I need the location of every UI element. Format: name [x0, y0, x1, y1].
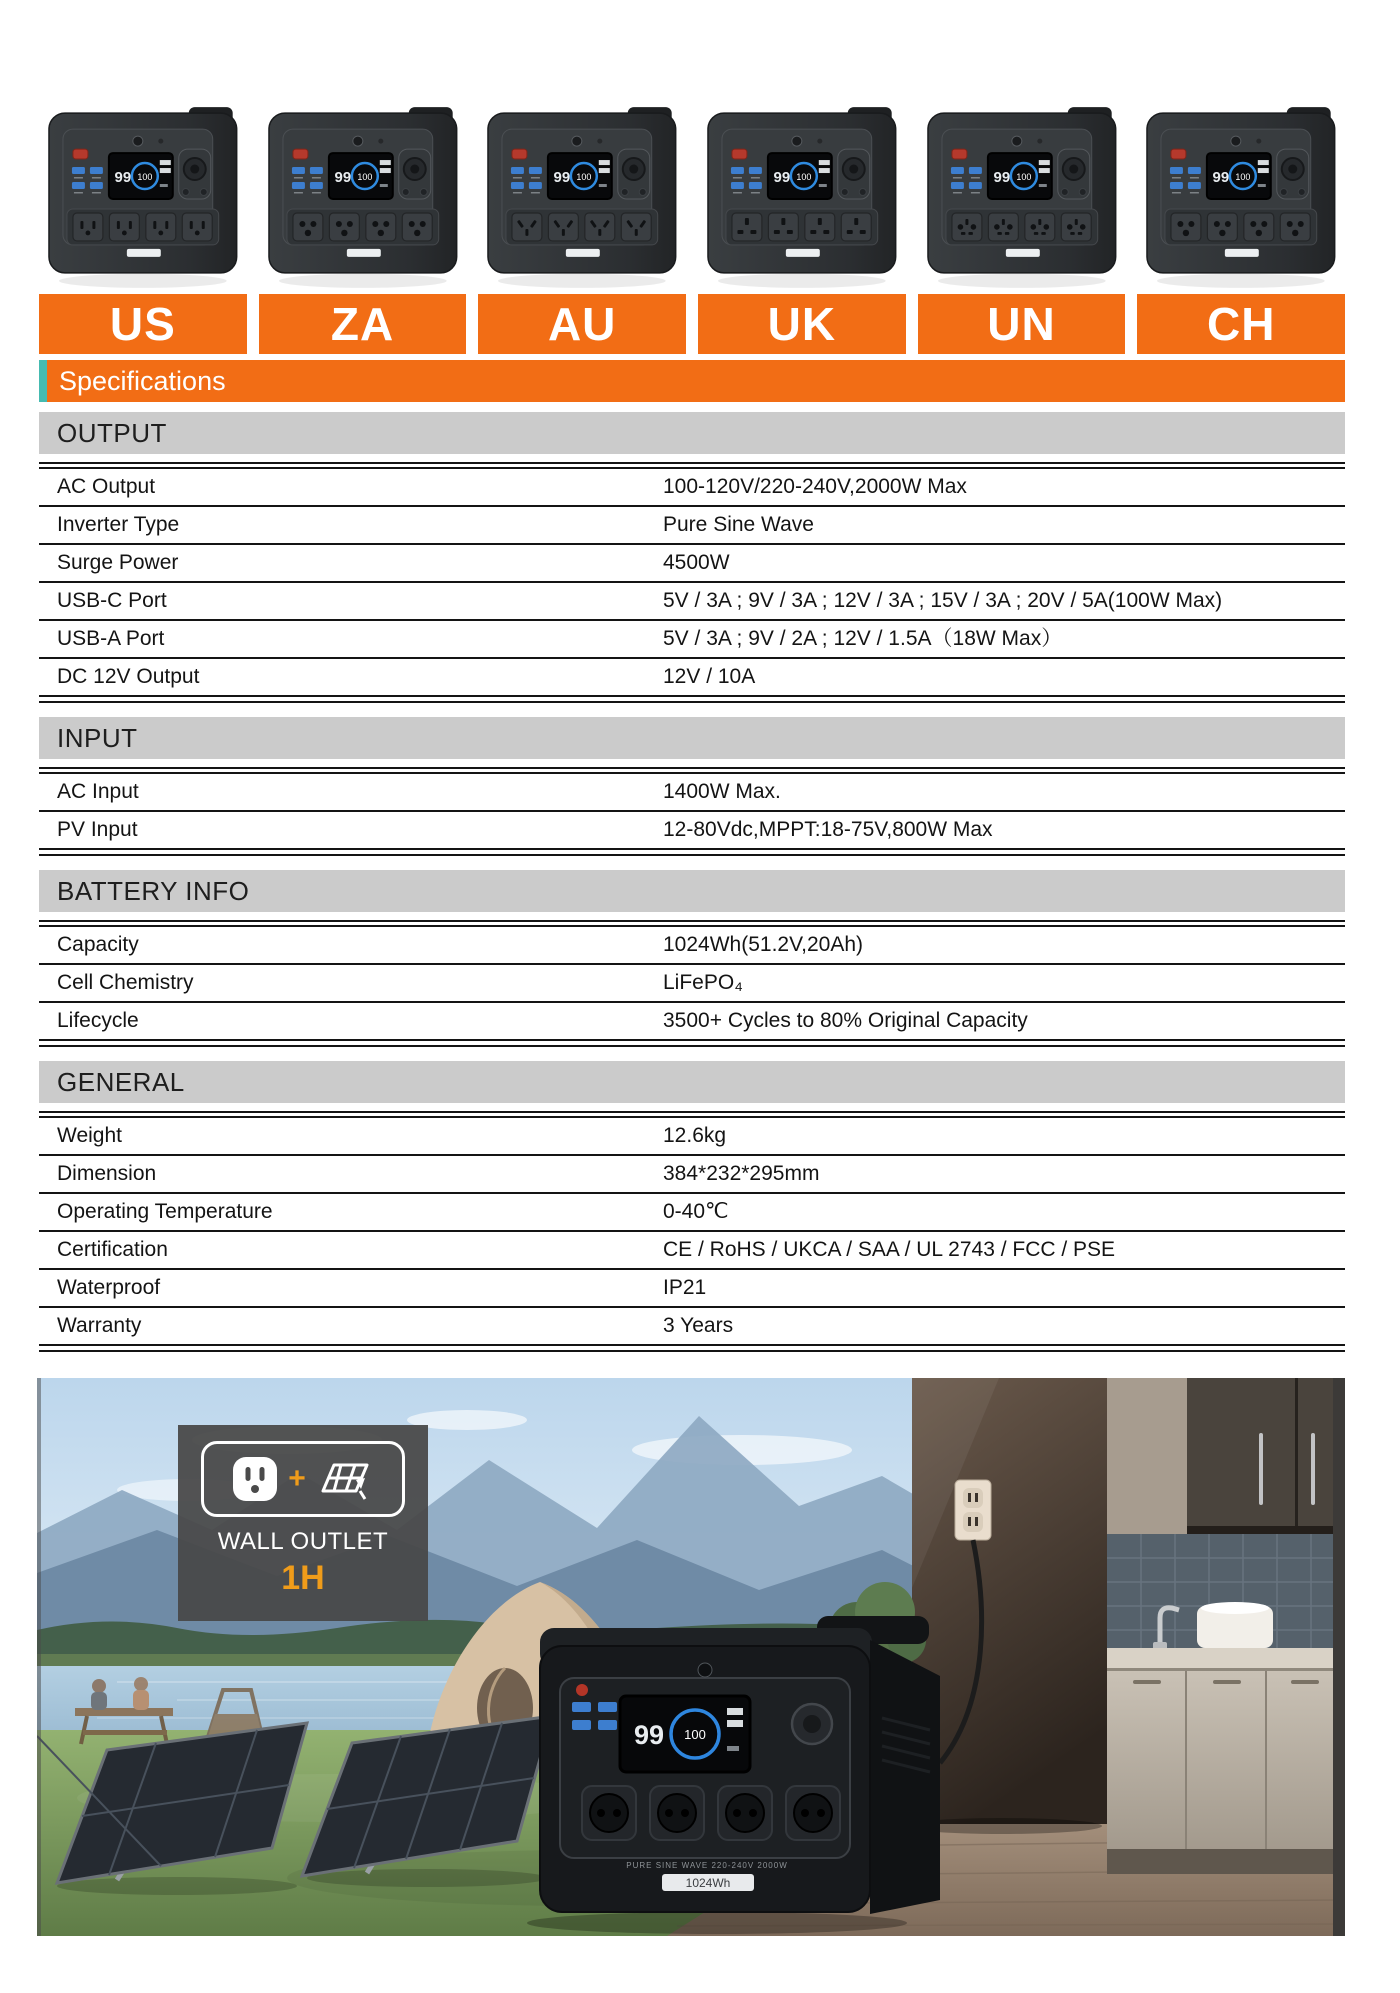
region-labels-row [39, 294, 1345, 354]
screen-battery-percent: 99 [553, 169, 571, 187]
spec-value: 3 Years [663, 1314, 734, 1337]
wall-outlet [955, 1480, 991, 1540]
spec-label: Cell Chemistry [57, 971, 194, 994]
region-label-uk: UK [698, 294, 906, 354]
spec-value: IP21 [663, 1276, 707, 1299]
spec-value: 12.6kg [663, 1124, 727, 1147]
dc-button-icon [1171, 149, 1186, 159]
spec-value: CE / RoHS / UKCA / SAA / UL 2743 / FCC / PSE [663, 1238, 1116, 1261]
region-label-ch: CH [1137, 294, 1345, 354]
usb-port-icon [598, 1720, 617, 1730]
upper-cabinets [1187, 1378, 1345, 1528]
spec-value: 384*232*295mm [663, 1162, 820, 1185]
spec-label: Inverter Type [57, 513, 180, 536]
spec-sections [39, 412, 1345, 1366]
spec-label: Waterproof [57, 1276, 161, 1299]
spec-row [39, 583, 1345, 621]
spec-table [39, 920, 1345, 1047]
spec-row [39, 545, 1345, 583]
spec-label: Operating Temperature [57, 1200, 273, 1223]
dc-button-icon [293, 149, 308, 159]
usb-port-icon [310, 167, 323, 174]
spec-value: 1024Wh(51.2V,20Ah) [663, 933, 864, 956]
power-station-image [259, 95, 467, 295]
product-image-za [259, 95, 467, 295]
lower-cabinets [1107, 1671, 1345, 1849]
spec-value: 3500+ Cycles to 80% Original Capacity [663, 1009, 1028, 1032]
spec-row [39, 925, 1345, 965]
usb-port-icon [951, 182, 964, 189]
region-label-us: US [39, 294, 247, 354]
lifestyle-photo [37, 1378, 1345, 1936]
spec-row [39, 965, 1345, 1003]
spec-row [39, 1308, 1345, 1346]
photo-right-edge [1333, 1378, 1345, 1936]
screen-gauge-percent: 100 [137, 172, 153, 183]
power-station-image [39, 95, 247, 295]
usb-port-icon [310, 182, 323, 189]
usb-port-icon [598, 1702, 617, 1712]
spec-value: 12-80Vdc,MPPT:18-75V,800W Max [663, 818, 993, 841]
power-station-image [918, 95, 1126, 295]
spec-value: 5V / 3A ; 9V / 2A ; 12V / 1.5A（18W Max） [663, 627, 1063, 650]
power-station-image [698, 95, 906, 295]
plus-icon: + [288, 1462, 306, 1495]
spec-row [39, 621, 1345, 659]
power-button-icon [698, 1663, 712, 1677]
spec-value: 5V / 3A ; 9V / 3A ; 12V / 3A ; 15V / 3A ; 20V / 5A(100W Max) [663, 589, 1223, 612]
product-images-row [39, 95, 1345, 295]
spec-label: Lifecycle [57, 1009, 139, 1032]
spec-row [39, 659, 1345, 697]
section-header-general: GENERAL [39, 1061, 1345, 1103]
spec-label: AC Input [57, 780, 139, 803]
spec-label: AC Output [57, 475, 156, 498]
product-image-au [478, 95, 686, 295]
spec-label: USB-C Port [57, 589, 167, 612]
spec-table [39, 462, 1345, 703]
screen-gauge-percent: 100 [1235, 172, 1251, 183]
section-header-output: OUTPUT [39, 412, 1345, 454]
product-image-uk [698, 95, 906, 295]
cabinet-handle-icon [1133, 1680, 1161, 1684]
screen-battery-percent: 99 [773, 169, 791, 187]
usb-port-icon [731, 182, 744, 189]
usb-port-icon [292, 182, 305, 189]
dc-button-icon [576, 1684, 588, 1696]
cabinet-handle-icon [1311, 1433, 1315, 1505]
screen-gauge-percent: 100 [357, 172, 372, 183]
power-button-icon [1012, 136, 1022, 146]
spec-label: Certification [57, 1238, 168, 1261]
capacity-badge [127, 249, 161, 257]
power-button-icon [1231, 136, 1241, 146]
power-station-image [1137, 95, 1345, 295]
badge-duration: 1H [281, 1559, 325, 1597]
cabinet-handle-icon [1259, 1433, 1263, 1505]
region-label-un: UN [918, 294, 1126, 354]
spec-row [39, 1232, 1345, 1270]
badge-title: WALL OUTLET [217, 1528, 389, 1555]
wall-outlet-icon [232, 1456, 278, 1502]
usb-port-icon [1188, 167, 1201, 174]
capacity-badge [786, 249, 820, 257]
section-header-battery-info: BATTERY INFO [39, 870, 1345, 912]
usb-port-icon [72, 182, 85, 189]
screen-battery-percent: 99 [1212, 169, 1230, 187]
cabinet-handle-icon [1213, 1680, 1241, 1684]
usb-port-icon [511, 167, 524, 174]
usb-port-icon [1170, 182, 1183, 189]
specifications-title: Specifications [47, 360, 1345, 402]
screen-battery-percent: 99 [334, 169, 351, 187]
spec-label: Dimension [57, 1162, 157, 1185]
spec-table [39, 1111, 1345, 1352]
usb-port-icon [572, 1720, 591, 1730]
capacity-badge [347, 249, 381, 257]
usb-port-icon [529, 167, 542, 174]
power-button-icon [792, 136, 802, 146]
usb-port-icon [731, 167, 744, 174]
spec-label: PV Input [57, 818, 138, 841]
dc-button-icon [952, 149, 967, 159]
teal-accent-strip [39, 360, 47, 402]
spec-row [39, 1270, 1345, 1308]
spec-label: Capacity [57, 933, 139, 956]
spec-row [39, 1194, 1345, 1232]
screen-battery-percent: 99 [993, 169, 1010, 187]
usb-port-icon [951, 167, 964, 174]
spec-label: Warranty [57, 1314, 142, 1337]
power-station-image [478, 95, 686, 295]
spec-row [39, 467, 1345, 507]
usb-port-icon [511, 182, 524, 189]
usb-port-icon [1188, 182, 1201, 189]
usb-port-icon [90, 182, 103, 189]
usb-port-icon [292, 167, 305, 174]
dc-button-icon [512, 149, 527, 159]
section-header-input: INPUT [39, 717, 1345, 759]
usb-port-icon [969, 182, 982, 189]
region-label-za: ZA [259, 294, 467, 354]
specifications-banner [39, 360, 1345, 402]
product-image-ch [1137, 95, 1345, 295]
usb-port-icon [749, 182, 762, 189]
screen-gauge-percent: 100 [796, 172, 812, 183]
region-label-au: AU [478, 294, 686, 354]
device-capacity-label: 1024Wh [685, 1876, 731, 1890]
power-button-icon [572, 136, 582, 146]
power-button-icon [353, 136, 363, 146]
countertop [1107, 1648, 1345, 1670]
usb-port-icon [90, 167, 103, 174]
spec-table [39, 767, 1345, 856]
side-panel [870, 1640, 940, 1914]
product-image-us [39, 95, 247, 295]
spec-row [39, 812, 1345, 850]
screen-battery-percent: 99 [633, 1720, 665, 1750]
badge-icon-box [201, 1441, 405, 1517]
spec-row [39, 1116, 1345, 1156]
usb-port-icon [572, 1702, 591, 1712]
dc-button-icon [732, 149, 747, 159]
dc-button-icon [73, 149, 88, 159]
capacity-badge [1225, 249, 1259, 257]
device-caption: PURE SINE WAVE 220-240V 2000W [626, 1861, 788, 1870]
capacity-badge [1006, 249, 1040, 257]
usb-port-icon [529, 182, 542, 189]
spec-value: 0-40℃ [663, 1200, 729, 1223]
spec-value: 4500W [663, 551, 730, 574]
power-button-icon [133, 136, 143, 146]
screen-gauge-percent: 100 [1016, 172, 1032, 183]
capacity-badge [566, 249, 600, 257]
usb-port-icon [749, 167, 762, 174]
usb-port-icon [969, 167, 982, 174]
spec-value: Pure Sine Wave [663, 513, 814, 536]
spec-value: LiFePO₄ [663, 971, 743, 994]
usb-port-icon [1170, 167, 1183, 174]
product-image-un [918, 95, 1126, 295]
hero-power-station [527, 1616, 940, 1934]
spec-row [39, 772, 1345, 812]
screen-gauge-percent: 100 [576, 172, 592, 183]
spec-row [39, 1003, 1345, 1041]
screen-battery-percent: 99 [114, 169, 132, 187]
cabinet-handle-icon [1291, 1680, 1319, 1684]
spec-value: 100-120V/220-240V,2000W Max [663, 475, 967, 498]
spec-row [39, 1156, 1345, 1194]
spec-row [39, 507, 1345, 545]
kickboard [1107, 1849, 1345, 1874]
spec-label: Weight [57, 1124, 122, 1147]
spec-value: 12V / 10A [663, 665, 756, 688]
spec-value: 1400W Max. [663, 780, 781, 803]
spec-label: DC 12V Output [57, 665, 200, 688]
spec-label: Surge Power [57, 551, 179, 574]
spec-label: USB-A Port [57, 627, 165, 650]
wall-outlet-badge [178, 1425, 428, 1621]
usb-port-icon [72, 167, 85, 174]
screen-gauge-percent: 100 [684, 1727, 706, 1742]
solar-panel-icon [316, 1456, 374, 1502]
